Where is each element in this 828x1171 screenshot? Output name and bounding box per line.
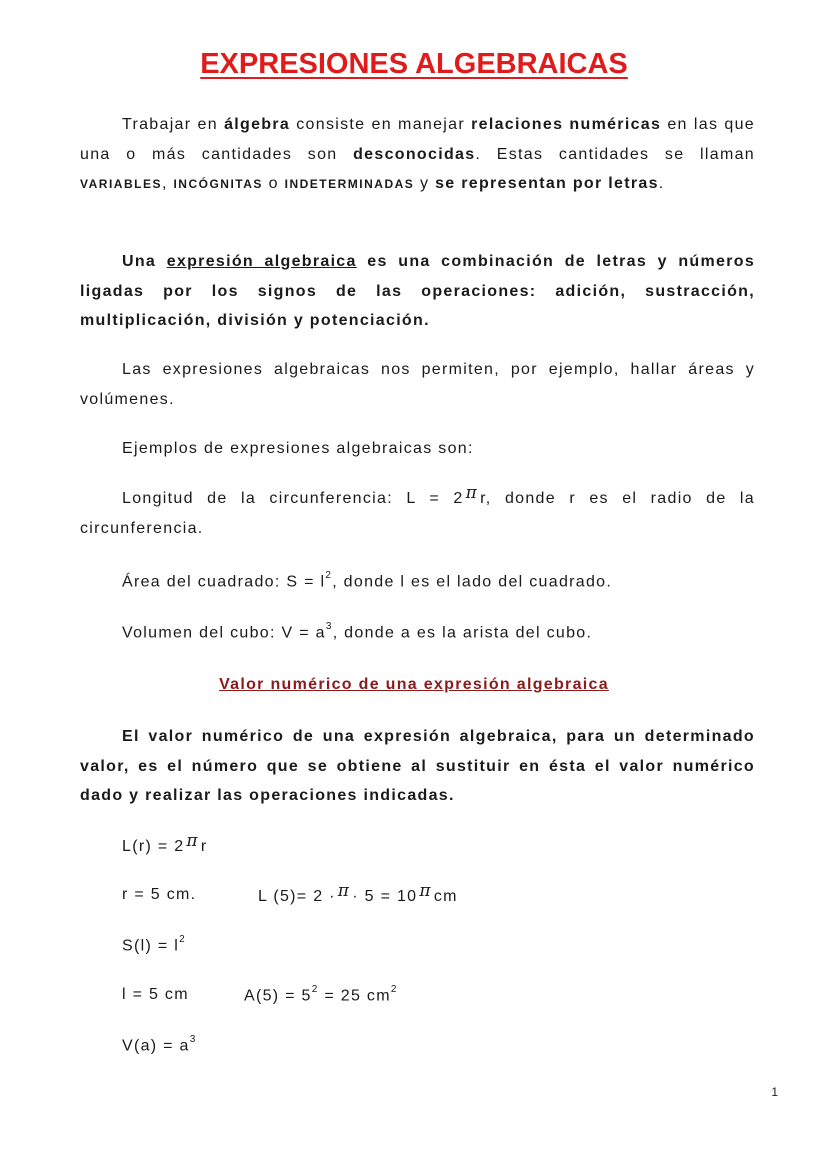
uses-paragraph: Las expresiones algebraicas nos permiten, por ejemplo, hallar áreas y volúmenes. bbox=[80, 361, 755, 408]
value-l: l = 5 cm bbox=[122, 986, 189, 1003]
definition-term: expresión algebraica bbox=[166, 253, 357, 270]
example-cube: Volumen del cubo: $V = a^3$, donde a es la arista del cubo. bbox=[122, 621, 593, 642]
example-square: Área del cuadrado: $S = l^2$, donde l es el lado del cuadrado. bbox=[122, 570, 613, 591]
page-number: 1 bbox=[771, 1085, 778, 1099]
calc-a5: $A(5) = 5^2 = 25$ $cm^2$ bbox=[244, 984, 398, 1005]
calc-l5: L (5)= 2 · π · 5 = 10 π cm bbox=[258, 881, 458, 905]
section-subtitle: Valor numérico de una expresión algebraica bbox=[219, 676, 609, 693]
pi-symbol: π bbox=[465, 483, 479, 503]
formula-sl: $S(l) = l^2$ bbox=[122, 934, 186, 955]
formula-va: $V(a) = a^3$ bbox=[122, 1034, 197, 1055]
formula-lr: L(r) = 2 π r bbox=[122, 831, 208, 855]
value-r: r = 5 cm. bbox=[122, 886, 197, 903]
examples-intro: Ejemplos de expresiones algebraicas son: bbox=[122, 440, 474, 457]
page-title: EXPRESIONES ALGEBRAICAS bbox=[200, 48, 628, 80]
definition-paragraph: Una expresión algebraica es una combinación de letras y números ligadas por los signos de las operaciones: adición, sustracción, multiplicación, división y potenciación. bbox=[80, 253, 756, 329]
intro-paragraph: Trabajar en álgebra consiste en manejar relaciones numéricas en las que una o más cantidades son desconocidas. Estas cantidades se llaman VARIABLES, INCÓGNITAS o INDETERMINADAS y se representan por letras. bbox=[80, 116, 755, 192]
numeric-value-definition: El valor numérico de una expresión algebraica, para un determinado valor, es el número que se obtiene al sustituir en ésta el valor numérico dado y realizar las operaciones indicadas. bbox=[80, 728, 755, 804]
example-circumference: Longitud de la circunferencia: L = 2 π r, donde r es el radio de la circunferencia. bbox=[80, 483, 755, 537]
